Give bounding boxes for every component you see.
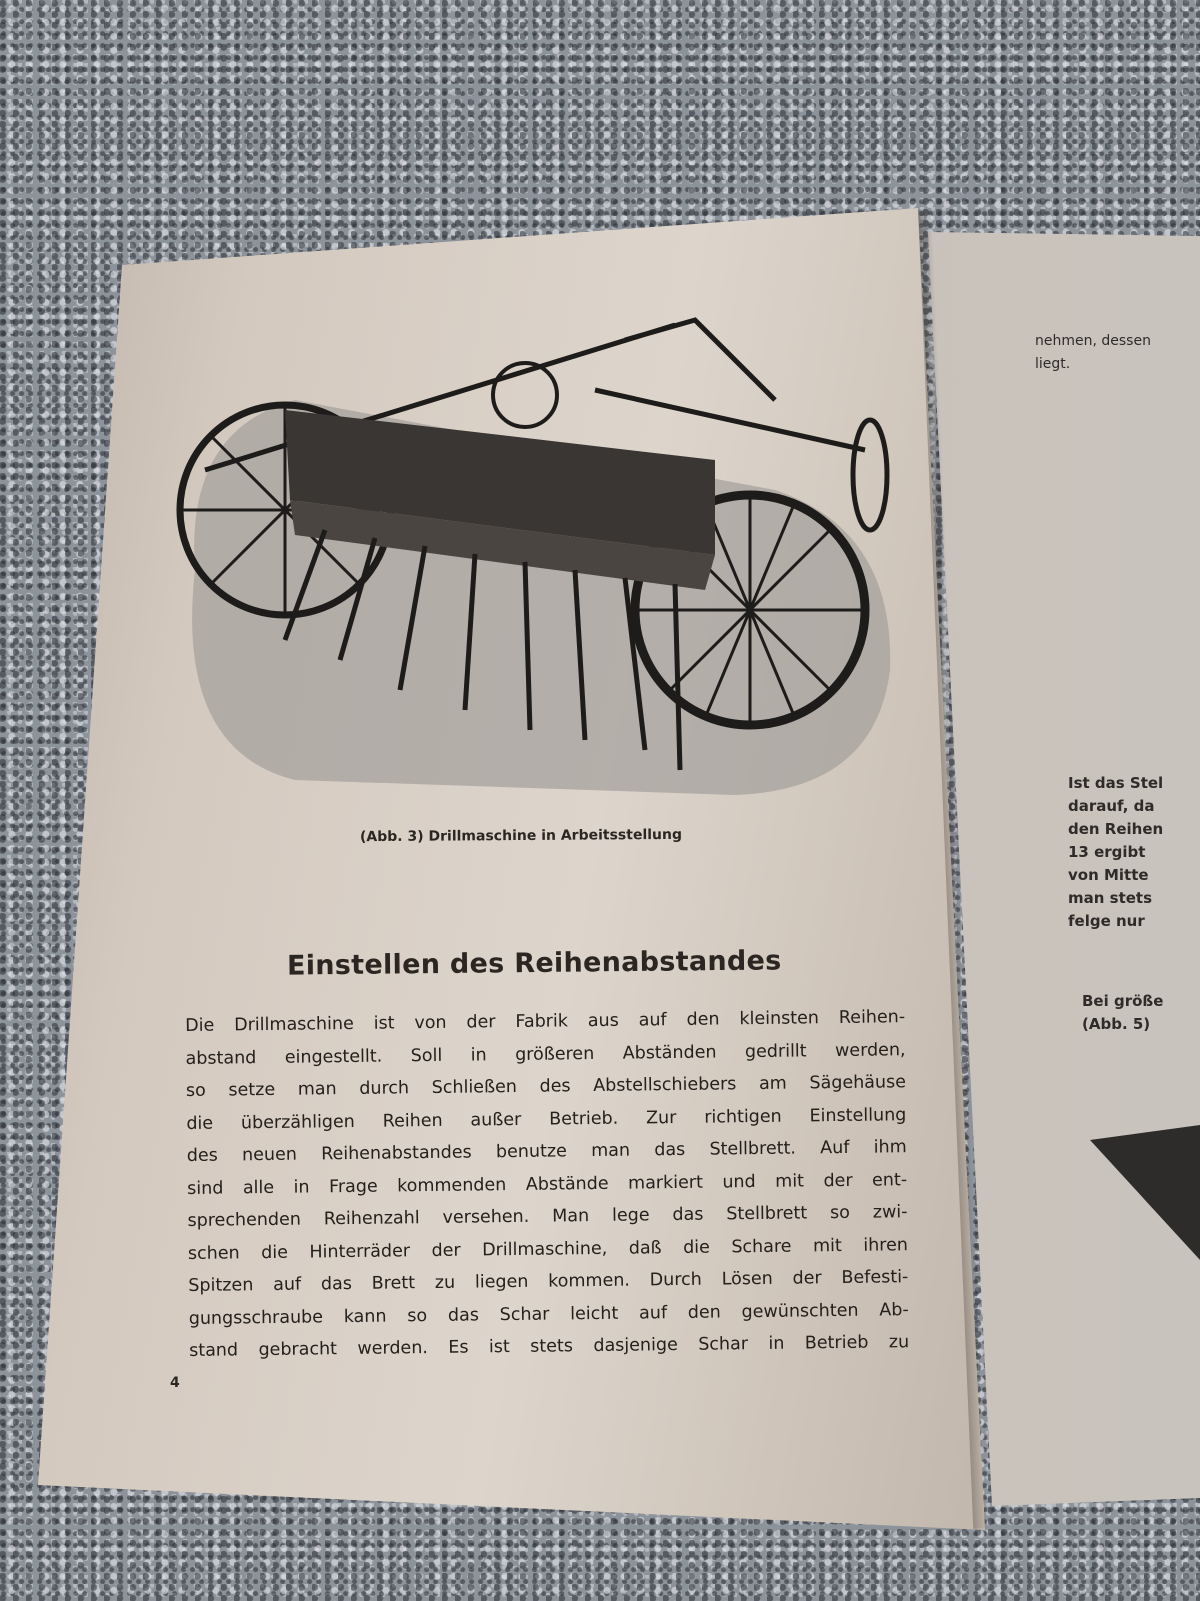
- right-page-figure-fragment: [1085, 1120, 1200, 1260]
- body-line: sprechenden Reihenzahl versehen. Man lege das Stellbrett so zwi-: [187, 1202, 908, 1231]
- text-line: man stets: [1068, 889, 1153, 907]
- body-line: sind alle in Frage kommenden Abstände markiert und mit der ent-: [187, 1169, 908, 1199]
- text-line: den Reihen: [1068, 820, 1164, 838]
- text-line: nehmen, dessen: [1035, 333, 1151, 349]
- text-line: 13 ergibt: [1068, 843, 1146, 861]
- body-line: Spitzen auf das Brett zu liegen kommen. Durch Lösen der Befesti-: [188, 1267, 909, 1296]
- body-paragraph: [185, 1001, 909, 1367]
- page-number: 4: [170, 1375, 180, 1391]
- text-line: Bei größe: [1082, 992, 1164, 1010]
- text-line: Ist das Stel: [1068, 774, 1164, 792]
- body-line: so setze man durch Schließen des Abstellschiebers am Sägehäuse: [185, 1072, 907, 1101]
- right-page-top-text: [1035, 330, 1151, 376]
- section-heading: Einstellen des Reihenabstandes: [286, 945, 782, 982]
- body-line: Die Drillmaschine ist von der Fabrik aus auf den kleinsten Reihen-: [185, 1007, 906, 1036]
- body-line: des neuen Reihenabstandes benutze man das Stellbrett. Auf ihm: [186, 1137, 907, 1166]
- body-line: gungsschraube kann so das Schar leicht auf den gewünschten Ab-: [188, 1299, 909, 1329]
- text-line: (Abb. 5): [1082, 1015, 1151, 1033]
- text-line: darauf, da: [1068, 797, 1155, 815]
- body-line: die überzähligen Reihen außer Betrieb. Zur richtigen Einstellung: [186, 1104, 907, 1134]
- body-line: schen die Hinterräder der Drillmaschine, daß die Schare mit ihren: [187, 1234, 909, 1264]
- right-page-lower-text: [1082, 990, 1163, 1036]
- figure-caption: (Abb. 3) Drillmaschine in Arbeitsstellung: [359, 826, 683, 846]
- right-page-middle-text: [1068, 772, 1163, 933]
- seed-drill-illustration: [175, 310, 895, 800]
- body-line: stand gebracht werden. Es ist stets dasjenige Schar in Betrieb zu: [189, 1332, 910, 1361]
- body-line: abstand eingestellt. Soll in größeren Abständen gedrillt werden,: [185, 1039, 906, 1069]
- text-line: von Mitte: [1068, 866, 1149, 884]
- text-line: liegt.: [1035, 356, 1071, 372]
- text-line: felge nur: [1068, 912, 1145, 930]
